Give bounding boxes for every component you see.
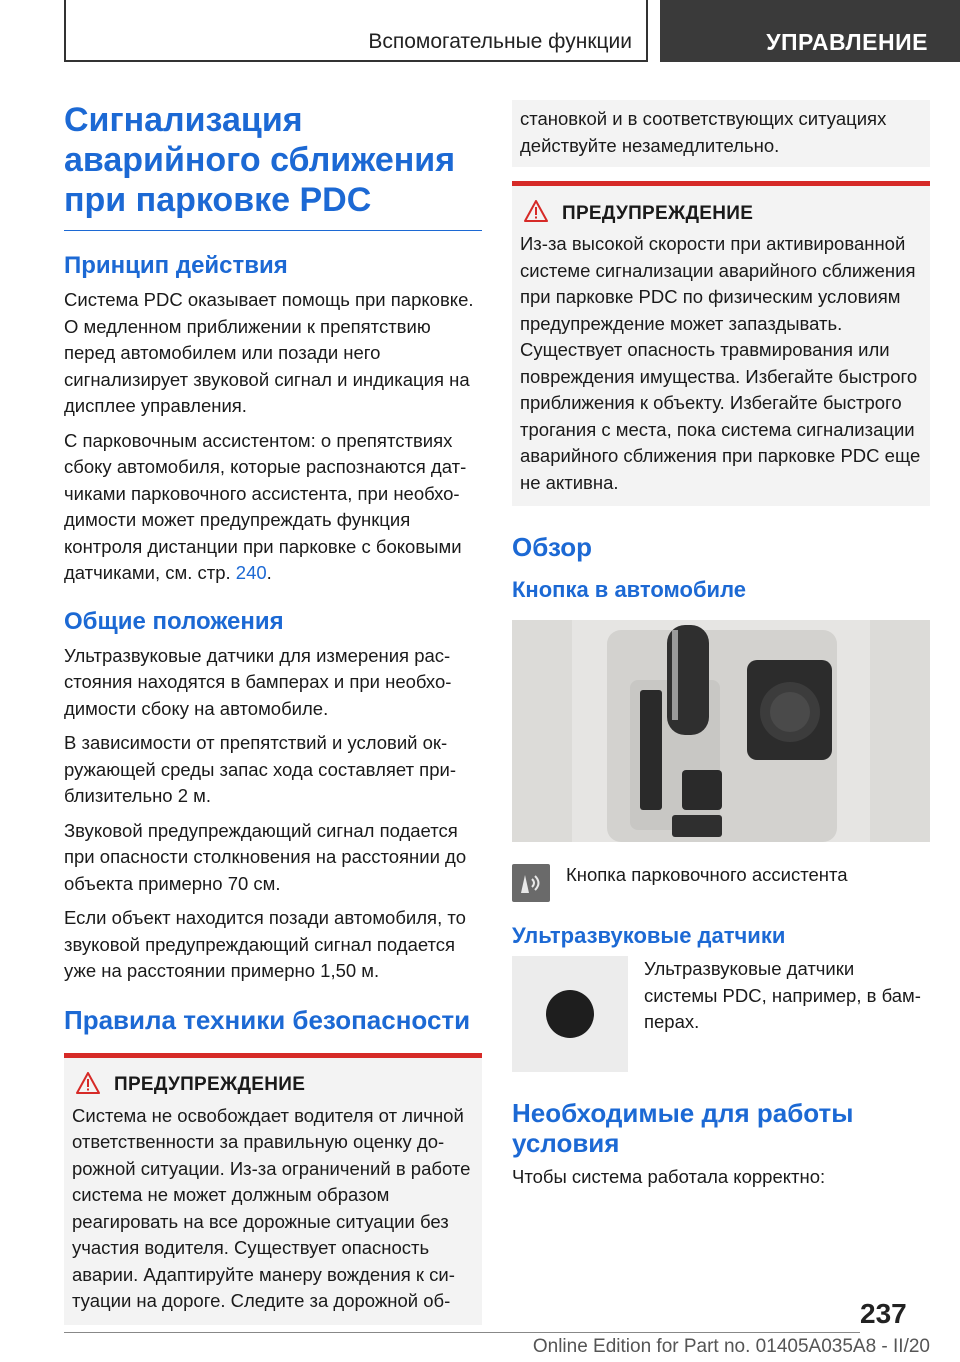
warning-title: ПРЕДУПРЕЖДЕНИЕ [562,202,754,224]
section-title: Вспомогательные функции [368,30,632,53]
warning-continuation [512,100,930,167]
page-title: Сигнализация аварийного сближения при парковке PDC [64,100,482,231]
sensors-text: Ультразвуковые датчики системы PDC, например, в бамперах. [644,958,921,1032]
warning-text: Из-за высокой скорости при активированной системе сигнализации аварийного сближения при парковке PDC по физическим условиям предупреждение может запаздывать. Существует опасность травмирования или повреждения имущества. Избегайте быстрого приближения к объекту. Избегайте быстрого трогания с места, пока система сигнализации аварийного сближения при парковке PDC еще не активна. [520,233,921,493]
paragraph-text: С парковочным ассистентом: о препятствиях сбоку автомобиля, которые распознаются датчиками парковочного ассистента, при необходимости может предупреждать функция контроля дистанции при парковке с боковыми датчиками, см. стр. [64,429,467,583]
paragraph: Звуковой предупреждающий сигнал подается при опасности столкновения на расстоянии до объекта примерно 70 см. [64,819,467,894]
heading-general: Общие положения [64,607,284,635]
heading-conditions: Необходимые для работы условия [512,1098,854,1158]
edition-text: Online Edition for Part no. 01405A035A8 - II/20 [532,1336,930,1357]
paragraph: В зависимости от препятствий и условий окружающей среды запас хода составляет приблизительно 2 м. [64,732,456,806]
warning-box [64,1053,482,1325]
page-number: 237 [860,1298,907,1329]
warning-title: ПРЕДУПРЕЖДЕНИЕ [114,1074,306,1095]
left-column [64,100,482,1325]
page-header [0,0,960,66]
paragraph: Система PDC оказывает помощь при парковке. О медленном приближении к препятствию перед автомобилем или позади него сигнализирует звуковой сигнал и индикация на дисплее управления. [64,289,474,416]
sensor-icon [546,990,594,1038]
ultrasonic-sensor-image [512,956,628,1072]
heading-principle: Принцип действия [64,252,288,279]
footer-divider [64,1332,860,1333]
chapter-tab [660,0,960,62]
conditions-text: Чтобы система работала корректно: [512,1166,826,1187]
right-column [512,100,930,1199]
warning-header [72,1072,474,1099]
heading-button: Кнопка в автомобиле [512,577,746,602]
paragraph-end: . [266,562,272,583]
paragraph [64,428,482,587]
heading-overview: Обзор [512,532,592,562]
center-console-photo [512,620,930,842]
paragraph: Ультразвуковые датчики для измерения расстояния находятся в бамперах и при необходимости сбоку на автомобиле. [64,644,452,719]
warning-header [520,200,922,227]
button-caption: Кнопка парковочного ассистента [566,864,848,885]
heading-sensors: Ультразвуковые датчики [512,923,786,948]
warning-box [512,181,930,506]
warning-text-continued: становкой и в соответствующих ситуациях действуйте незамедлительно. [520,108,887,156]
heading-safety: Правила техники безопасности [64,1004,471,1035]
section-tab [64,0,648,62]
warning-text: Система не освобождает водителя от личной ответственности за правильную оценку дорожной ситуации. Из-за ограничений в работе система не может должным образом реагировать на все дорожные ситуации без участия водителя. Существует опасность аварии. Адаптируйте манеру вождения к ситуации на дороге. Следите за дорожной об- [72,1104,471,1311]
paragraph: Если объект находится позади автомобиля, то звуковой предупреждающий сигнал подается уже на расстоянии примерно 1,50 м. [64,907,466,981]
page-link[interactable]: 240 [235,562,267,583]
chapter-title: УПРАВЛЕНИЕ [766,29,928,55]
warning-triangle-icon [76,1072,100,1099]
parking-assistant-button-icon [512,864,550,902]
warning-triangle-icon [524,200,548,227]
button-caption-row [512,854,930,902]
sensors-row [512,956,930,1072]
